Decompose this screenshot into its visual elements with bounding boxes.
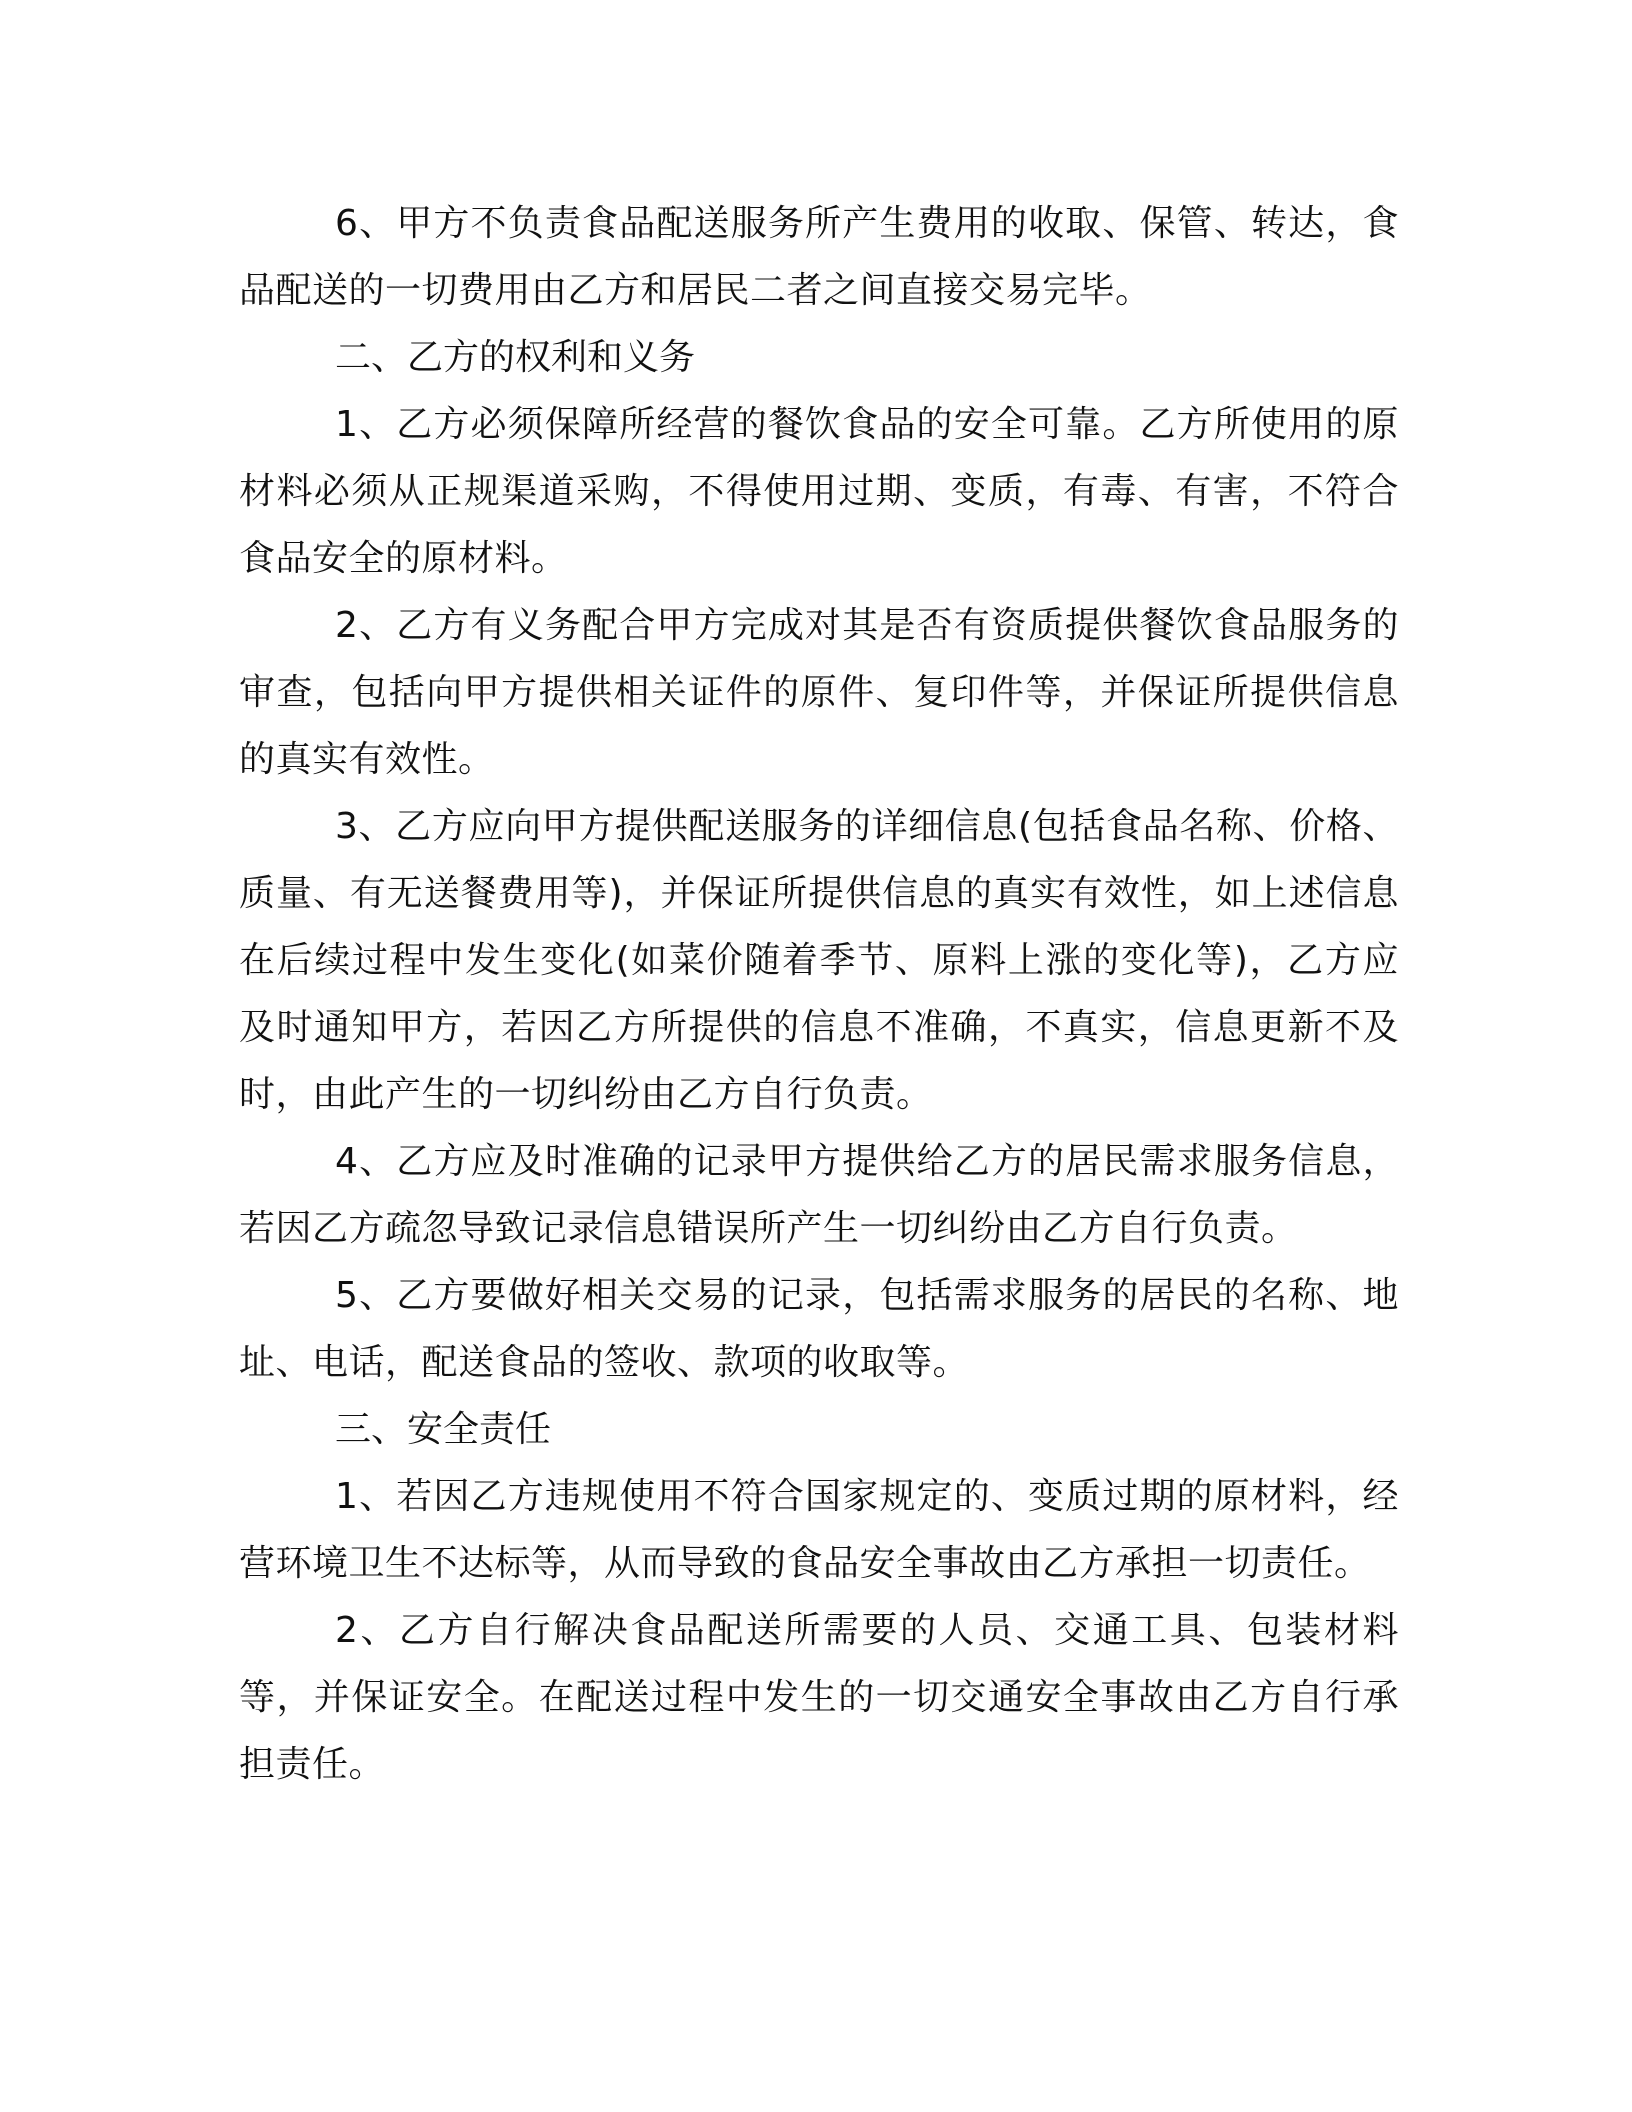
clause-3-1: 1、若因乙方违规使用不符合国家规定的、变质过期的原材料，经营环境卫生不达标等，从而导致的食品安全事故由乙方承担一切责任。 bbox=[239, 1476, 1399, 1584]
clause-2-5: 5、乙方要做好相关交易的记录，包括需求服务的居民的名称、地址、电话，配送食品的签收、款项的收取等。 bbox=[239, 1275, 1399, 1383]
clause-2-1: 1、乙方必须保障所经营的餐饮食品的安全可靠。乙方所使用的原材料必须从正规渠道采购，不得使用过期、变质，有毒、有害，不符合食品安全的原材料。 bbox=[239, 404, 1399, 579]
clause-3-2: 2、乙方自行解决食品配送所需要的人员、交通工具、包装材料等，并保证安全。在配送过程中发生的一切交通安全事故由乙方自行承担责任。 bbox=[239, 1610, 1399, 1785]
document-body bbox=[239, 190, 1399, 1798]
clause-1-6: 6、甲方不负责食品配送服务所产生费用的收取、保管、转达，食品配送的一切费用由乙方和居民二者之间直接交易完毕。 bbox=[239, 203, 1399, 311]
section-heading-2: 二、乙方的权利和义务 bbox=[335, 337, 696, 378]
section-heading-3: 三、安全责任 bbox=[335, 1409, 552, 1450]
clause-2-2: 2、乙方有义务配合甲方完成对其是否有资质提供餐饮食品服务的审查，包括向甲方提供相关证件的原件、复印件等，并保证所提供信息的真实有效性。 bbox=[239, 605, 1399, 780]
clause-2-4: 4、乙方应及时准确的记录甲方提供给乙方的居民需求服务信息，若因乙方疏忽导致记录信息错误所产生一切纠纷由乙方自行负责。 bbox=[239, 1141, 1399, 1249]
clause-2-3: 3、乙方应向甲方提供配送服务的详细信息(包括食品名称、价格、质量、有无送餐费用等)，并保证所提供信息的真实有效性，如上述信息在后续过程中发生变化(如菜价随着季节、原料上涨的变化等)，乙方应及时通知甲方，若因乙方所提供的信息不准确，不真实，信息更新不及时，由此产生的一切纠纷由乙方自行负责。 bbox=[239, 806, 1399, 1115]
